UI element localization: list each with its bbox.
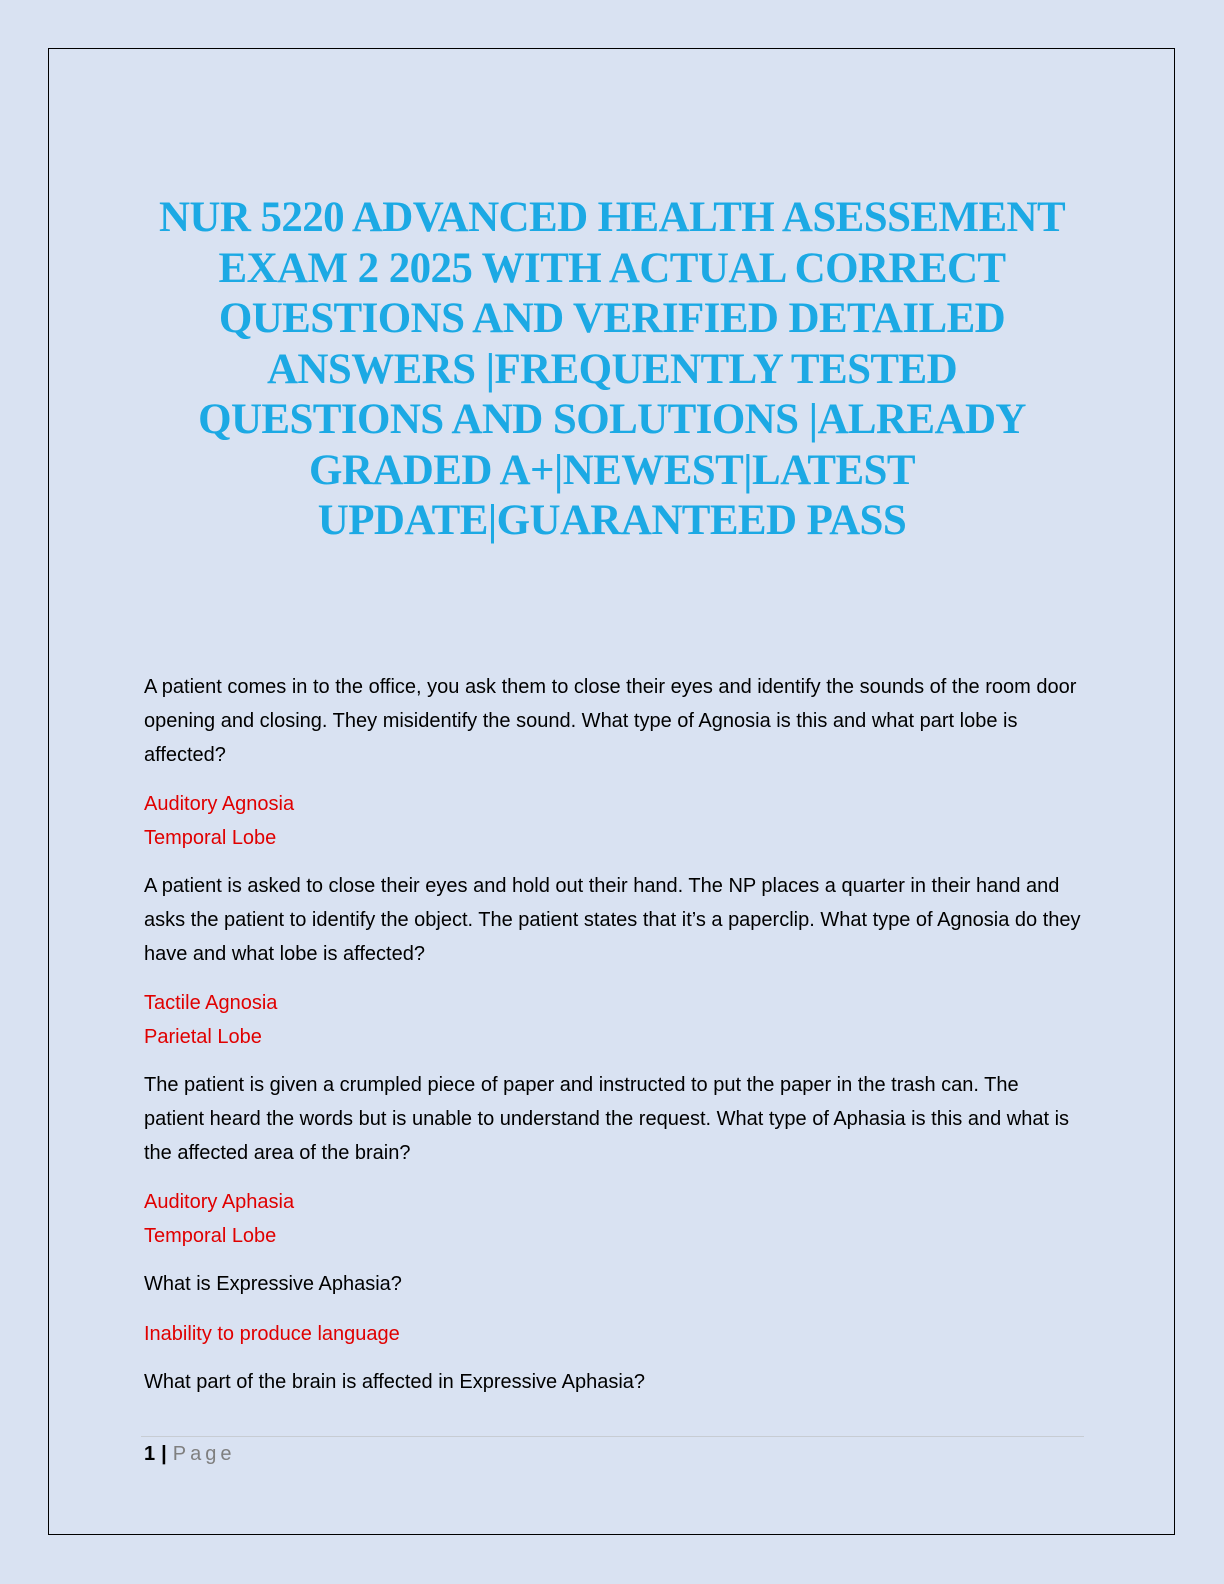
page-number: 1	[144, 1443, 156, 1465]
title-line: NUR 5220 ADVANCED HEALTH ASESSEMENT	[158, 194, 1066, 241]
question-text: The patient is given a crumpled piece of paper and instructed to put the paper in the trash can. The patient heard the words but is unable to understand the request. What type of Aphasia is this and what is the affected area of the brain?	[144, 1073, 1070, 1164]
answer-block	[144, 987, 1084, 1055]
answer-line: Temporal Lobe	[144, 1225, 277, 1248]
answer-line: Inability to produce language	[144, 1322, 400, 1345]
title-line: GRADED A+|NEWEST|LATEST	[309, 446, 915, 494]
title-line: QUESTIONS AND VERIFIED DETAILED	[218, 295, 1006, 342]
qa-content	[144, 671, 1084, 1415]
title-line: QUESTIONS AND SOLUTIONS |ALREADY	[198, 396, 1026, 443]
answer-line: Auditory Agnosia	[144, 793, 295, 816]
answer-block	[144, 1318, 1084, 1352]
answer-block	[144, 788, 1084, 856]
answer-line: Tactile Agnosia	[144, 992, 278, 1015]
answer-line: Temporal Lobe	[144, 827, 277, 850]
document-title	[130, 193, 1094, 547]
title-line: ANSWERS |FREQUENTLY TESTED	[266, 345, 958, 393]
answer-line: Parietal Lobe	[144, 1026, 262, 1049]
title-line: EXAM 2 2025 WITH ACTUAL CORRECT	[218, 244, 1006, 292]
page-label: Page	[172, 1443, 236, 1465]
answer-line: Auditory Aphasia	[144, 1191, 295, 1214]
footer-divider	[141, 1436, 1084, 1437]
answer-block	[144, 1186, 1084, 1254]
question-text: A patient is asked to close their eyes and hold out their hand. The NP places a quarter in their hand and asks the patient to identify the object. The patient states that it’s a paperclip. What type of Agnosia do they have and what lobe is affected?	[144, 874, 1081, 965]
page-footer	[144, 1441, 235, 1467]
question-text: A patient comes in to the office, you ask them to close their eyes and identify the sounds of the room door opening and closing. They misidentify the sound. What type of Agnosia is this and what part lobe is affected?	[144, 676, 1077, 766]
question-text: What part of the brain is affected in Expressive Aphasia?	[144, 1370, 646, 1393]
footer-separator: |	[161, 1443, 167, 1465]
title-line: UPDATE|GUARANTEED PASS	[317, 497, 907, 544]
question-text: What is Expressive Aphasia?	[144, 1272, 402, 1295]
